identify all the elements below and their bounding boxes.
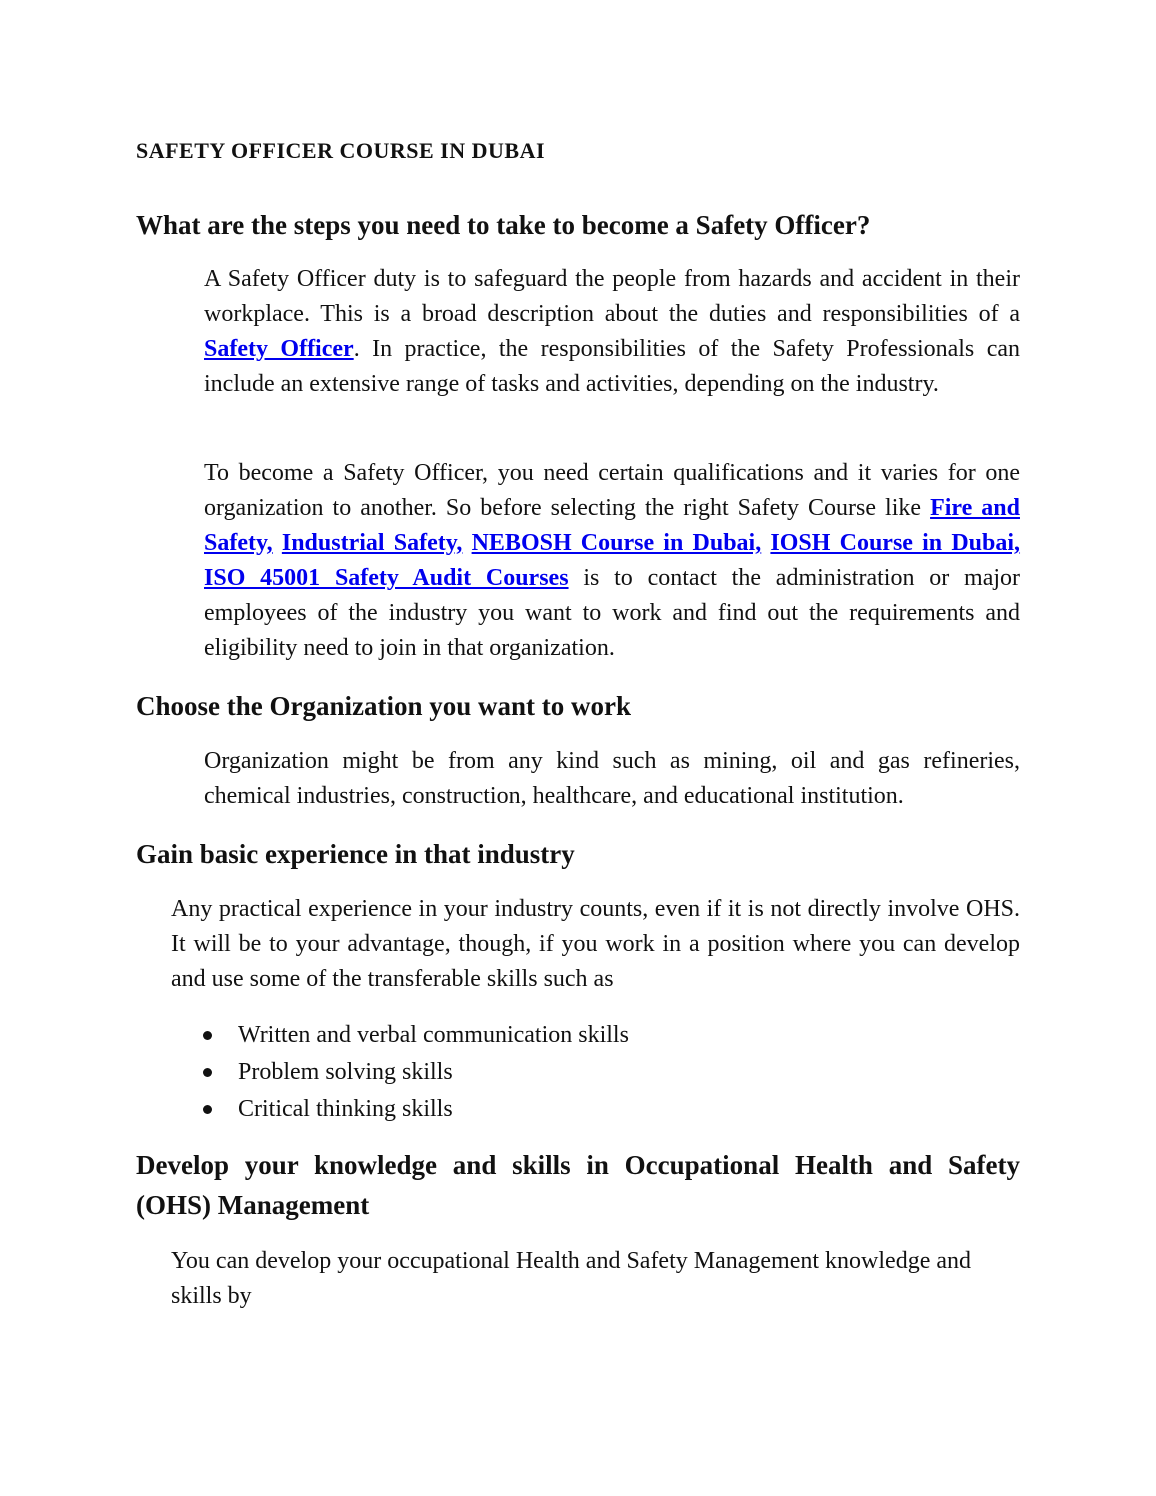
paragraph-duties [204, 262, 1020, 402]
skills-list [171, 1017, 1020, 1128]
section-heading-steps: What are the steps you need to take to become a Safety Officer? [136, 210, 871, 240]
paragraph-organization-text: Organization might be from any kind such as mining, oil and gas refineries, chemical industries, construction, healthcare, and educational institution. [204, 748, 1020, 809]
section-heading-experience: Gain basic experience in that industry [136, 839, 575, 869]
paragraph-qualifications-text [204, 456, 1020, 666]
list-item [171, 1054, 1020, 1091]
nebosh-course-link[interactable]: NEBOSH Course in Dubai, [471, 530, 762, 556]
document-title: SAFETY OFFICER COURSE IN DUBAI [136, 138, 546, 163]
bullet-icon [203, 1068, 212, 1077]
list-item-text: Critical thinking skills [238, 1096, 453, 1122]
section-organization [136, 686, 1026, 726]
paragraph-qualifications-outro: is to contact the administration or major employees of the industry you want to work and find out the requirements and eligibility need to join in that organization. [204, 565, 1021, 661]
bullet-icon [203, 1031, 212, 1040]
paragraph-develop-text: You can develop your occupational Health and Safety Management knowledge and skills by [171, 1248, 971, 1309]
paragraph-experience [171, 892, 1020, 997]
list-item [171, 1017, 1020, 1054]
list-item-text: Problem solving skills [238, 1059, 453, 1085]
bullet-icon [203, 1105, 212, 1114]
iso-45001-audit-link[interactable]: ISO 45001 Safety Audit Courses [204, 565, 569, 591]
section-steps [136, 205, 1026, 245]
safety-officer-link[interactable]: Safety Officer [204, 336, 354, 362]
industrial-safety-link[interactable]: Industrial Safety, [281, 530, 463, 556]
section-heading-develop: Develop your knowledge and skills in Occupational Health and Safety (OHS) Management [136, 1150, 1020, 1220]
paragraph-duties-part1: A Safety Officer duty is to safeguard the people from hazards and accident in their workplace. This is a broad description about the duties and responsibilities of a [204, 266, 1020, 327]
list-item [171, 1091, 1020, 1128]
paragraph-experience-text: Any practical experience in your industry counts, even if it is not directly involve OHS. It will be to your advantage, though, if you work in a position where you can develop and use some of the transferable skills such as [171, 896, 1020, 992]
paragraph-duties-text [204, 262, 1020, 402]
list-item-text: Written and verbal communication skills [238, 1022, 629, 1048]
paragraph-qualifications [204, 456, 1020, 666]
paragraph-develop [171, 1244, 1020, 1314]
section-heading-organization: Choose the Organization you want to work [136, 691, 632, 721]
fire-and-safety-link[interactable]: Fire and Safety, [204, 495, 1020, 556]
iosh-course-link[interactable]: IOSH Course in Dubai, [770, 530, 1021, 556]
paragraph-qualifications-intro: To become a Safety Officer, you need certain qualifications and it varies for one organization to another. So before selecting the right Safety Course like [204, 460, 1020, 521]
section-experience [136, 834, 1026, 874]
paragraph-duties-part2: . In practice, the responsibilities of the Safety Professionals can include an extensive range of tasks and activities, depending on the industry. [204, 336, 1020, 397]
paragraph-organization [204, 744, 1020, 814]
section-develop [136, 1145, 1020, 1225]
